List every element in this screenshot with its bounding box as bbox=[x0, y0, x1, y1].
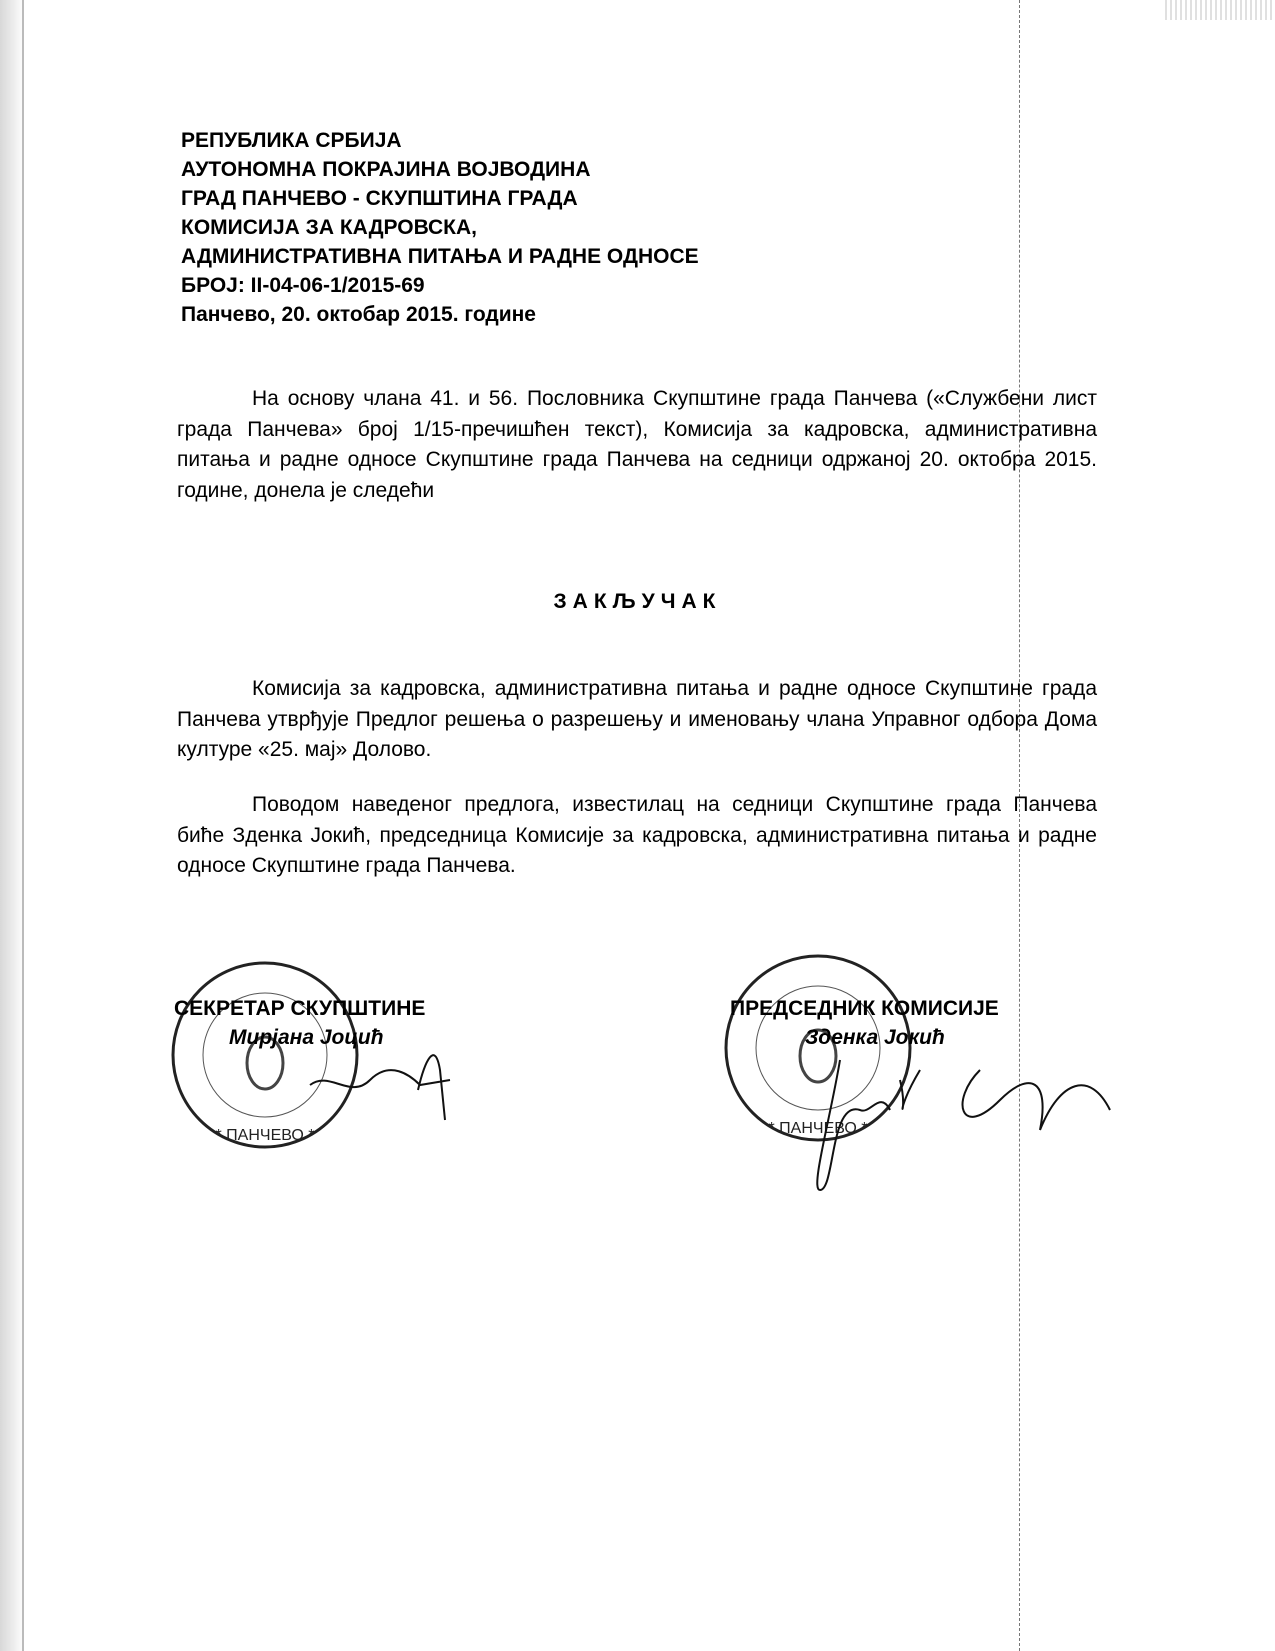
signatory-name: Мирјана Јоцић bbox=[229, 1026, 384, 1049]
document-header bbox=[181, 126, 699, 329]
document-title: ЗАКЉУЧАК bbox=[553, 590, 722, 613]
signature-right bbox=[800, 1040, 1120, 1200]
document-date: Панчево, 20. октобар 2015. године bbox=[181, 303, 536, 326]
signatory-role: ПРЕДСЕДНИК КОМИСИЈЕ bbox=[730, 997, 999, 1020]
scan-noise bbox=[1165, 0, 1275, 20]
header-line: КОМИСИЈА ЗА КАДРОВСКА, bbox=[181, 216, 477, 239]
document-number: БРОЈ: II-04-06-1/2015-69 bbox=[181, 274, 425, 297]
header-line: РЕПУБЛИКА СРБИЈА bbox=[181, 129, 402, 152]
scan-edge-line bbox=[22, 0, 24, 1651]
signatory-role: СЕКРЕТАР СКУПШТИНЕ bbox=[174, 997, 426, 1020]
scan-edge bbox=[0, 0, 24, 1651]
signature-block-left bbox=[174, 994, 425, 1052]
header-line: АДМИНИСТРАТИВНА ПИТАЊА И РАДНЕ ОДНОСЕ bbox=[181, 245, 699, 268]
header-line: ГРАД ПАНЧЕВО - СКУПШТИНА ГРАДА bbox=[181, 187, 578, 210]
intro-paragraph: На основу члана 41. и 56. Пословника Скупштине града Панчева («Службени лист града Панчева» број 1/15-пречишћен текст), Комисија за кадровска, административна питања и радне односе Скупштине града Панчева на седници одржаној 20. октобра 2015. године, донела је следећи bbox=[177, 387, 1097, 502]
svg-text:* ПАНЧЕВО *: * ПАНЧЕВО * bbox=[215, 1127, 315, 1144]
paragraph-2: Поводом наведеног предлога, известилац на седници Скупштине града Панчева биће Зденка Јокић, председница Комисије за кадровска, административна питања и радне односе Скупштине града Панчева. bbox=[177, 793, 1097, 877]
signature-left bbox=[300, 1040, 460, 1130]
header-line: АУТОНОМНА ПОКРАЈИНА ВОЈВОДИНА bbox=[181, 158, 591, 181]
svg-text:* ПАНЧЕВО *: * ПАНЧЕВО * bbox=[768, 1120, 868, 1137]
paragraph-1: Комисија за кадровска, административна питања и радне односе Скупштине града Панчева утврђује Предлог решења о разрешењу и именовању члана Управног одбора Дома културе «25. мај» Долово. bbox=[177, 677, 1097, 761]
signatory-name: Зденка Јокић bbox=[805, 1026, 945, 1049]
signature-block-right bbox=[730, 994, 999, 1052]
